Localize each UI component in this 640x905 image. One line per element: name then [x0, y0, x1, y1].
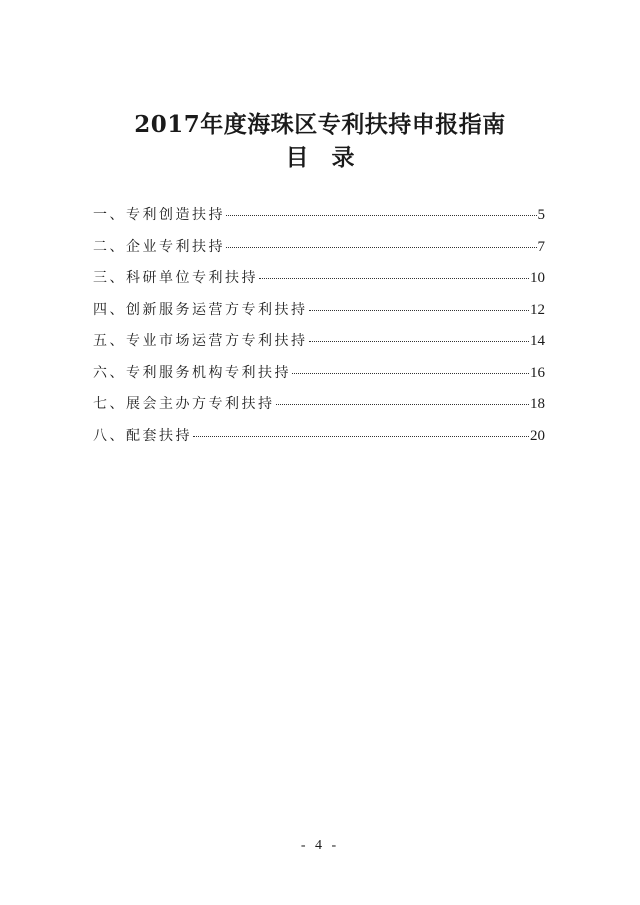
- toc-entry-label: 二、企业专利扶持: [93, 238, 225, 255]
- toc-entry[interactable]: [93, 205, 545, 237]
- toc-entry[interactable]: [93, 394, 545, 426]
- toc-entry-label: 六、专利服务机构专利扶持: [93, 364, 291, 381]
- toc-heading: 目 录: [285, 144, 355, 171]
- table-of-contents: [93, 205, 545, 457]
- dot-leader: [193, 436, 529, 437]
- toc-entry[interactable]: [93, 300, 545, 332]
- dot-leader: [226, 247, 537, 248]
- dot-leader: [292, 373, 529, 374]
- toc-entry[interactable]: [93, 268, 545, 300]
- toc-entry-page: 20: [530, 427, 545, 444]
- document-title: 2017年度海珠区专利扶持申报指南: [134, 111, 506, 138]
- dot-leader: [309, 341, 530, 342]
- dot-leader: [226, 215, 537, 216]
- toc-entry-label: 八、配套扶持: [93, 427, 192, 444]
- toc-entry-label: 七、展会主办方专利扶持: [93, 396, 275, 412]
- toc-entry-label: 四、创新服务运营方专利扶持: [93, 301, 308, 318]
- toc-entry-page: 10: [530, 270, 545, 286]
- toc-entry-label: 五、专业市场运营方专利扶持: [93, 333, 308, 349]
- dot-leader: [259, 278, 529, 279]
- toc-entry-page: 7: [537, 238, 545, 255]
- toc-entry[interactable]: [93, 363, 545, 395]
- toc-entry-page: 12: [530, 301, 545, 318]
- toc-entry-page: 14: [530, 333, 545, 349]
- dot-leader: [309, 310, 530, 311]
- toc-entry[interactable]: [93, 331, 545, 363]
- toc-entry-page: 18: [530, 396, 545, 412]
- toc-entry-page: 5: [537, 207, 545, 223]
- toc-entry[interactable]: [93, 237, 545, 269]
- toc-entry-label: 一、专利创造扶持: [93, 207, 225, 223]
- dot-leader: [276, 404, 530, 405]
- page-number: - 4 -: [300, 838, 340, 853]
- toc-entry-label: 三、科研单位专利扶持: [93, 270, 258, 286]
- toc-entry-page: 16: [530, 364, 545, 381]
- toc-entry[interactable]: [93, 426, 545, 458]
